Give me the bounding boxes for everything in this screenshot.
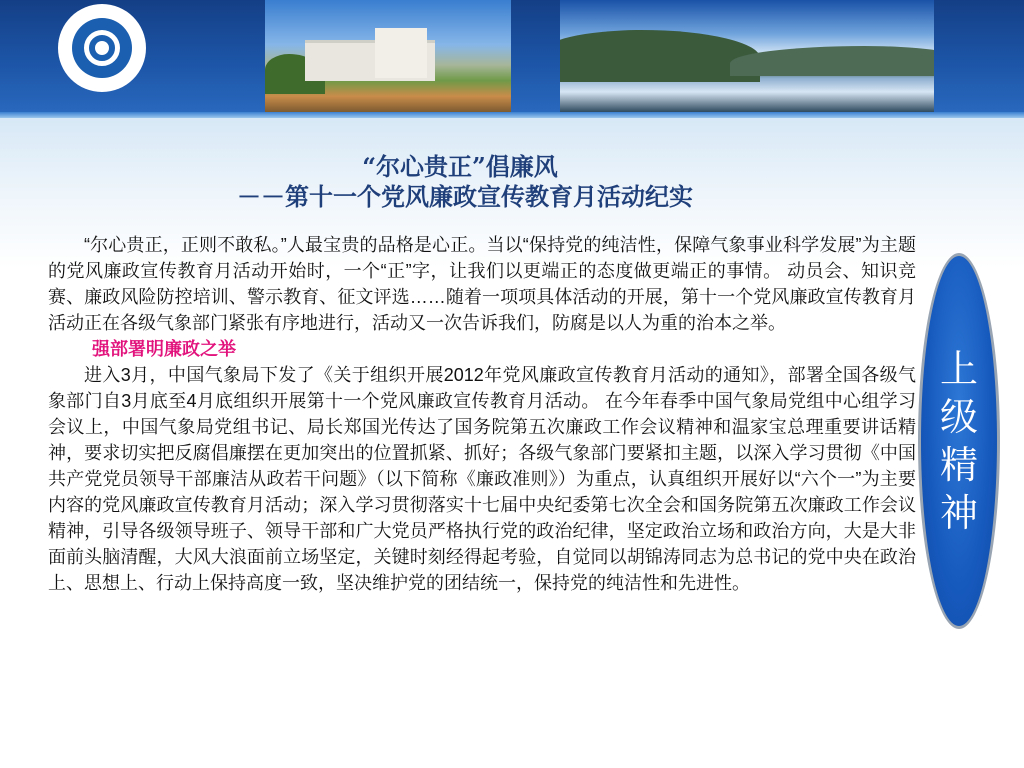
- section-badge-label: 上级精神: [939, 347, 978, 535]
- section-badge: [918, 253, 1000, 629]
- building-photo: [265, 0, 511, 112]
- article-paragraph: “尔心贵正，正则不敢私。”人最宝贵的品格是心正。当以“保持党的纯洁性，保障气象事业科学发展”为主题的党风廉政宣传教育月活动开始时，一个“正”字，让我们以更端正的态度做更端正的事情。 动员会、知识竞赛、廉政风险防控培训、警示教育、征文评选……随着一项项具体活动的开展，第十一个党风廉政宣传教育月活动正在各级气象部门紧张有序地进行，活动又一次告诉我们，防腐是以人为重的治本之举。: [48, 235, 916, 333]
- article-body: [48, 232, 916, 596]
- section-heading: 强部署明廉政之举: [92, 339, 236, 359]
- meteorology-logo-icon: [58, 4, 146, 92]
- page-title: “尔心贵正”倡廉风: [362, 152, 558, 181]
- header-banner: [0, 0, 1024, 118]
- article-paragraph: 进入3月，中国气象局下发了《关于组织开展2012年党风廉政宣传教育月活动的通知》，部署全国各级气象部门自3月底至4月底组织开展第十一个党风廉政宣传教育月活动。 在今年春季中国气象局党组中心组学习会议上，中国气象局党组书记、局长郑国光传达了国务院第五次廉政工作会议精神和温家宝总理重要讲话精神，要求切实把反腐倡廉摆在更加突出的位置抓紧、抓好；各级气象部门要紧扣主题，以深入学习贯彻《中国共产党党员领导干部廉洁从政若干问题》（以下简称《廉政准则》）为重点，认真组织开展好以“六个一”为主要内容的党风廉政宣传教育月活动；深入学习贯彻落实十七届中央纪委第七次全会和国务院第五次廉政工作会议精神，引导各级领导班子、领导干部和广大党员严格执行党的政治纪律，坚定政治立场和政治方向，大是大非面前头脑清醒，大风大浪面前立场坚定，关键时刻经得起考验，自觉同以胡锦涛同志为总书记的党中央在政治上、思想上、行动上保持高度一致，坚决维护党的团结统一，保持党的纯洁性和先进性。: [48, 365, 916, 593]
- page-subtitle: －－第十一个党风廉政宣传教育月活动纪实: [237, 182, 693, 211]
- lake-landscape-photo: [560, 0, 934, 112]
